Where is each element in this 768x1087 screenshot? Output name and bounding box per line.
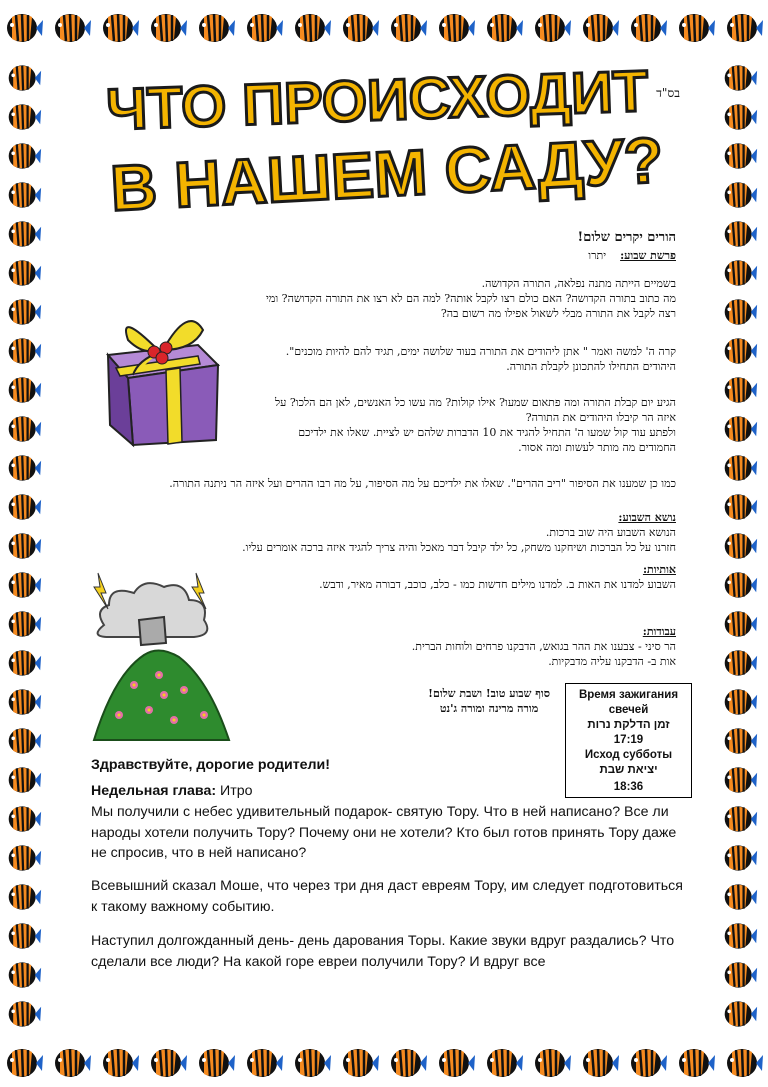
hebrew-topic-section: נושא השבוע: הנושא השבוע היה שוב ברכות. חזרנו על כל הברכות ושיחקנו משחק, כל ילד קיבל דבר מאכל והיה צריך להגיד איזה ברכה אומרים עליו. bbox=[242, 511, 676, 554]
fish-icon bbox=[720, 957, 760, 993]
fish-icon bbox=[4, 801, 44, 837]
fish-icon bbox=[4, 333, 44, 369]
candle-lighting-label-ru-2: свечей bbox=[608, 704, 649, 716]
fish-icon bbox=[720, 216, 760, 252]
fish-icon bbox=[4, 918, 44, 954]
fish-icon bbox=[4, 684, 44, 720]
russian-greeting: Здравствуйте, дорогие родители! bbox=[91, 757, 330, 773]
fish-icon bbox=[720, 294, 760, 330]
fish-icon bbox=[4, 60, 44, 96]
fish-icon bbox=[4, 450, 44, 486]
fish-icon bbox=[388, 1043, 428, 1083]
fish-icon bbox=[724, 1043, 764, 1083]
fish-icon bbox=[4, 957, 44, 993]
fish-icon bbox=[340, 1043, 380, 1083]
fish-icon bbox=[4, 294, 44, 330]
hebrew-paragraph-3: הגיע יום קבלת התורה ומה פתאום שמעו? אילו קולות? מה עשו כל האנשים, לאן הם הלכו? על איזה הר קיבלו היהודים את התורה? ולפתע עוד קול שמעו ה' התחיל להגיד את 10 הדברות שלהם יש לציית. שאלו את ילדיכם החמודים מה מותר לעשות ומה אסור. bbox=[275, 396, 676, 454]
fish-icon bbox=[676, 1043, 716, 1083]
fish-icon bbox=[720, 450, 760, 486]
fish-icon bbox=[244, 1043, 284, 1083]
fish-icon bbox=[436, 8, 476, 48]
fish-border-left bbox=[4, 52, 48, 1037]
fish-icon bbox=[4, 411, 44, 447]
fish-icon bbox=[720, 372, 760, 408]
fish-icon bbox=[100, 8, 140, 48]
hebrew-paragraph-1: בשמיים הייתה מתנה נפלאה, התורה הקדושה. מה כתוב בתורה הקדושה? האם כולם רצו לקבל אותה? למה הם לא רצו את התורה הקדושה? ומי רצה לקבל את התורה מבלי לשאול אפילו מה רשום בה? bbox=[265, 277, 676, 320]
fish-border-right bbox=[720, 52, 764, 1037]
fish-icon bbox=[196, 1043, 236, 1083]
fish-icon bbox=[720, 801, 760, 837]
fish-icon bbox=[628, 1043, 668, 1083]
fish-icon bbox=[720, 411, 760, 447]
candle-lighting-label-ru: Время зажигания bbox=[578, 689, 679, 701]
shabbat-end-time: 18:36 bbox=[613, 781, 644, 793]
hebrew-letters-section: אותיות: השבוע למדנו את האות ב. למדנו מילים חדשות כמו - כלב, כוכב, דבורה מאיר, ודבש. bbox=[319, 563, 676, 591]
fish-icon bbox=[720, 684, 760, 720]
fish-border-bottom bbox=[0, 1035, 768, 1087]
fish-icon bbox=[340, 8, 380, 48]
fish-icon bbox=[720, 723, 760, 759]
fish-icon bbox=[4, 645, 44, 681]
fish-icon bbox=[720, 645, 760, 681]
shabbat-end-label-he: יציאת שבת bbox=[599, 764, 658, 776]
fish-icon bbox=[720, 60, 760, 96]
fish-icon bbox=[484, 1043, 524, 1083]
fish-icon bbox=[4, 567, 44, 603]
fish-icon bbox=[4, 606, 44, 642]
fish-border-top bbox=[0, 0, 768, 52]
fish-icon bbox=[720, 255, 760, 291]
fish-icon bbox=[720, 177, 760, 213]
fish-icon bbox=[4, 1043, 44, 1083]
fish-icon bbox=[580, 8, 620, 48]
fish-icon bbox=[532, 1043, 572, 1083]
fish-icon bbox=[436, 1043, 476, 1083]
fish-icon bbox=[580, 1043, 620, 1083]
fish-icon bbox=[292, 1043, 332, 1083]
shabbat-end-label-ru: Исход субботы bbox=[584, 749, 673, 761]
russian-paragraph-1: Мы получили с небес удивительный подарок- святую Тору. Что в ней написано? Все ли народы хотели получить Тору? Почему они не хотели? Кто был готов принять Тору даже не спросив, что в ней написано? bbox=[91, 804, 677, 862]
russian-paragraph-3: Наступил долгожданный день- день дарования Торы. Какие звуки вдруг раздались? Что сделали все люди? На какой горе евреи получили Тору? И вдруг все bbox=[91, 933, 675, 970]
fish-icon bbox=[4, 372, 44, 408]
candle-lighting-time: 17:19 bbox=[613, 734, 644, 746]
fish-icon bbox=[720, 996, 760, 1032]
hebrew-closing: סוף שבוע טוב! ושבת שלום! מורה מרינה ומורה ג'נט bbox=[428, 687, 550, 715]
fish-icon bbox=[4, 723, 44, 759]
fish-icon bbox=[484, 8, 524, 48]
fish-icon bbox=[720, 99, 760, 135]
fish-icon bbox=[720, 138, 760, 174]
fish-icon bbox=[532, 8, 572, 48]
hebrew-crafts-section: עבודות: הר סיני - צבענו את ההר בגואש, הדבקנו פרחים ולוחות הברית. אות ב- הדבקנו עליה מדבקיות. bbox=[411, 625, 676, 668]
fish-icon bbox=[100, 1043, 140, 1083]
fish-icon bbox=[4, 879, 44, 915]
russian-parsha: Недельная глава: Итро bbox=[91, 783, 253, 799]
fish-icon bbox=[4, 8, 44, 48]
fish-icon bbox=[4, 528, 44, 564]
hebrew-paragraph-4: כמו כן שמענו את הסיפור "ריב ההרים". שאלו את ילדיכם על מה הסיפור, על מה רבו ההרים ועל איזה הר ניתנה התורה. bbox=[169, 477, 676, 490]
fish-icon bbox=[52, 1043, 92, 1083]
title-line-1: ЧТО ПРОИСХОДИТ bbox=[105, 62, 650, 143]
hebrew-greeting: הורים יקרים שלום! bbox=[577, 230, 676, 245]
fish-icon bbox=[720, 762, 760, 798]
fish-icon bbox=[52, 8, 92, 48]
hebrew-parsha: פרשת שבוע: יתרו bbox=[588, 249, 676, 262]
fish-icon bbox=[720, 918, 760, 954]
fish-icon bbox=[720, 879, 760, 915]
fish-icon bbox=[4, 762, 44, 798]
fish-icon bbox=[4, 99, 44, 135]
fish-icon bbox=[4, 489, 44, 525]
fish-icon bbox=[244, 8, 284, 48]
fish-icon bbox=[196, 8, 236, 48]
fish-icon bbox=[720, 567, 760, 603]
fish-icon bbox=[676, 8, 716, 48]
fish-icon bbox=[4, 216, 44, 252]
hebrew-paragraph-2: קרה ה' למשה ואמר " אתן ליהודים את התורה בעוד שלושה ימים, תגיד להם להיות מוכנים". היהודים התחילו להתכונן לקבלת התורה. bbox=[285, 345, 676, 373]
fish-icon bbox=[4, 255, 44, 291]
title-line-2: В НАШЕМ САДУ? bbox=[108, 123, 665, 212]
fish-icon bbox=[720, 489, 760, 525]
fish-icon bbox=[148, 1043, 188, 1083]
candle-lighting-label-he: זמן הדלקת נרות bbox=[587, 719, 670, 731]
bsd-mark: בס"ד bbox=[656, 86, 680, 100]
fish-icon bbox=[4, 177, 44, 213]
fish-icon bbox=[4, 138, 44, 174]
fish-icon bbox=[4, 996, 44, 1032]
fish-icon bbox=[292, 8, 332, 48]
russian-paragraph-2: Всевышний сказал Моше, что через три дня даст евреям Тору, им следует подготовиться к такому важному событию. bbox=[91, 878, 683, 915]
fish-icon bbox=[4, 840, 44, 876]
fish-icon bbox=[724, 8, 764, 48]
fish-icon bbox=[720, 528, 760, 564]
fish-icon bbox=[628, 8, 668, 48]
fish-icon bbox=[720, 333, 760, 369]
fish-icon bbox=[148, 8, 188, 48]
fish-icon bbox=[720, 606, 760, 642]
fish-icon bbox=[720, 840, 760, 876]
fish-icon bbox=[388, 8, 428, 48]
page-title bbox=[78, 62, 698, 212]
